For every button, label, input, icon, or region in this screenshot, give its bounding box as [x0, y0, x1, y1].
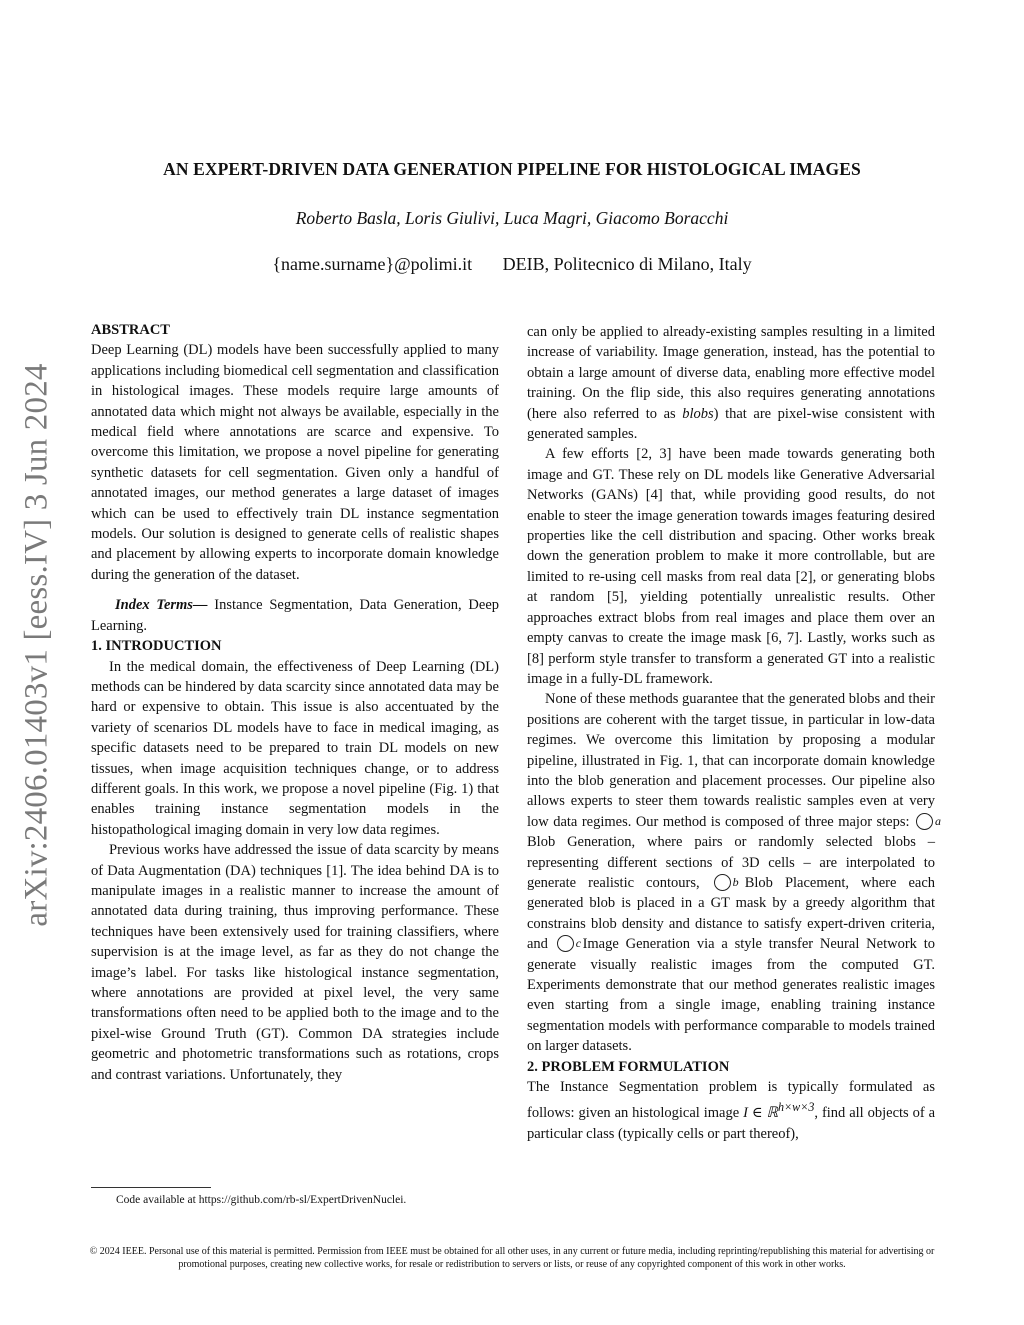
step-b-marker: b — [714, 874, 731, 891]
blobs-term: blobs — [682, 405, 714, 422]
intro-paragraph-2: Previous works have addressed the issue of data scarcity by means of Data Augmentation (DA) techniques [1]. The idea behind DA is to manipulate images in a realistic manner to increase the amount of annotated data during training, thus improving performance. These techniques have been extensively used for training classifiers, where supervision is at the image level, as far as they do not change the image’s label. For tasks like histological instance segmentation, where annotations are provided at pixel level, the very same transformations often need to be applied both to the image and to the pixel-wise Ground Truth (GT). Common DA strategies include geometric and photometric transformations such as rotations, crops and contrast variations. Unfortunately, they — [91, 842, 499, 1083]
footnote-divider — [91, 1187, 211, 1188]
copyright-notice: © 2024 IEEE. Personal use of this material is permitted. Permission from IEEE must be obtained for all other uses, in any current or future media, including reprinting/republishing this material for advertising or promotional purposes, creating new collective works, for resale or redistribution to servers or lists, or reuse of any copyrighted component of this work in other works. — [89, 1246, 935, 1270]
arxiv-id-text: arXiv:2406.01403v1 [eess.IV] 3 Jun 2024 — [18, 363, 55, 927]
step-c-marker: c — [557, 935, 574, 952]
problem-heading: 2. PROBLEM FORMULATION — [527, 1058, 730, 1075]
footnote: Code available at https://github.com/rb-sl/ExpertDrivenNuclei. — [116, 1194, 407, 1206]
step-a-marker: a — [916, 813, 933, 830]
intro-paragraph-1: In the medical domain, the effectiveness of Deep Learning (DL) methods can be hindered by data scarcity since annotated data may be hard or expensive to obtain. This issue is also accentuated by the variety of scenarios DL models have to face in medical imaging, as specific datasets need to be prepared to train DL models on new tissues, when image acquisition techniques change, or to address different goals. In this work, we propose a novel pipeline (Fig. 1) that enables training instance segmentation models in the histopathological imaging domain in very low data regimes. — [91, 658, 499, 838]
abstract-heading: ABSTRACT — [91, 322, 170, 338]
paper-title: AN EXPERT-DRIVEN DATA GENERATION PIPELINE FOR HISTOLOGICAL IMAGES — [163, 159, 861, 179]
author-email: {name.surname}@polimi.it — [272, 254, 473, 274]
math-expression: I ∈ ℝ$^{h\times w\times 3}$ — [743, 1100, 815, 1122]
right-column — [527, 322, 941, 1144]
left-column — [91, 320, 499, 1085]
arxiv-sidebar-identifier — [6, 335, 68, 955]
intro-heading: 1. INTRODUCTION — [91, 638, 222, 655]
author-institution: DEIB, Politecnico di Milano, Italy — [502, 254, 752, 274]
abstract-text: Deep Learning (DL) models have been successfully applied to many applications including biomedical cell segmentation and classification in histological images. These models require large amounts of annotated data which might not always be available, especially in the medical field where annotations are scarce and expensive. To overcome this limitation, we propose a novel pipeline for generating synthetic datasets for cell segmentation. Given only a handful of annotated images, our method generates a large dataset of images which can be used to effectively train DL instance segmentation models. Our solution is designed to generate cells of realistic shapes and placement by allowing experts to incorporate domain knowledge during the generation of the dataset. — [91, 342, 499, 583]
index-terms-text: Instance Segmentation, Data Generation, Deep Learning. — [91, 597, 500, 634]
paper-authors: Roberto Basla, Loris Giulivi, Luca Magri, Giacomo Boracchi — [295, 208, 729, 228]
problem-paragraph-1: The Instance Segmentation problem is typically formulated as follows: given an histological image I ∈ ℝ$^{h\times w\times 3}$, find all objects of a particular class (typically cells or part thereof), — [527, 1079, 936, 1142]
intro-paragraph-3: can only be applied to already-existing samples resulting in a limited increase of variability. Image generation, instead, has the potential to obtain a large amount of diverse data, enabling more effective model training. On the flip side, this also requires generating annotations (here also referred to as blobs) that are pixel-wise consistent with generated samples. — [527, 324, 935, 443]
index-terms-label: Index Terms— — [115, 597, 208, 614]
intro-paragraph-4: A few efforts [2, 3] have been made towards generating both image and GT. These rely on DL models like Generative Adversarial Networks (GANs) [4] that, while providing good results, do not enable to steer the image generation towards images featuring desired properties like the cell distribution and spacing. Other works break down the generation problem to make it more controllable, but are limited to re-using cell masks from real data [2], or generating blobs at random [5], yielding potentially unrealistic results. Other approaches extract blobs from real images and place them over an empty canvas to create the image mask [6, 7]. Lastly, works such as [8] perform style transfer to transform a generated GT into a realistic image in a fully-DL framework. — [527, 446, 935, 687]
intro-paragraph-5: None of these methods guarantee that the generated blobs and their positions are coherent with the target tissue, in particular in low-data regimes. We overcome this limitation by proposing a modular pipeline, illustrated in Fig. 1, that can incorporate domain knowledge into the blob generation and placement processes. Our pipeline also allows experts to steer them towards realistic samples even at very low data regimes. Our method is composed of three major steps: a Blob Generation, where pairs or randomly selected blobs – representing different sections of 3D cells – are interpolated to generate realistic contours, b Blob Placement, where each generated blob is placed in a GT mask by a greedy algorithm that constrains blob density and distance to satisfy expert-driven criteria, and c Image Generation via a style transfer Neural Network to generate visually realistic images from the computed GT. Experiments demonstrate that our method generates realistic images even starting from a single image, enabling training instance segmentation models with performance comparable to models trained on larger datasets. — [527, 691, 941, 1055]
index-terms — [91, 595, 499, 636]
affiliation-line — [0, 254, 1024, 275]
